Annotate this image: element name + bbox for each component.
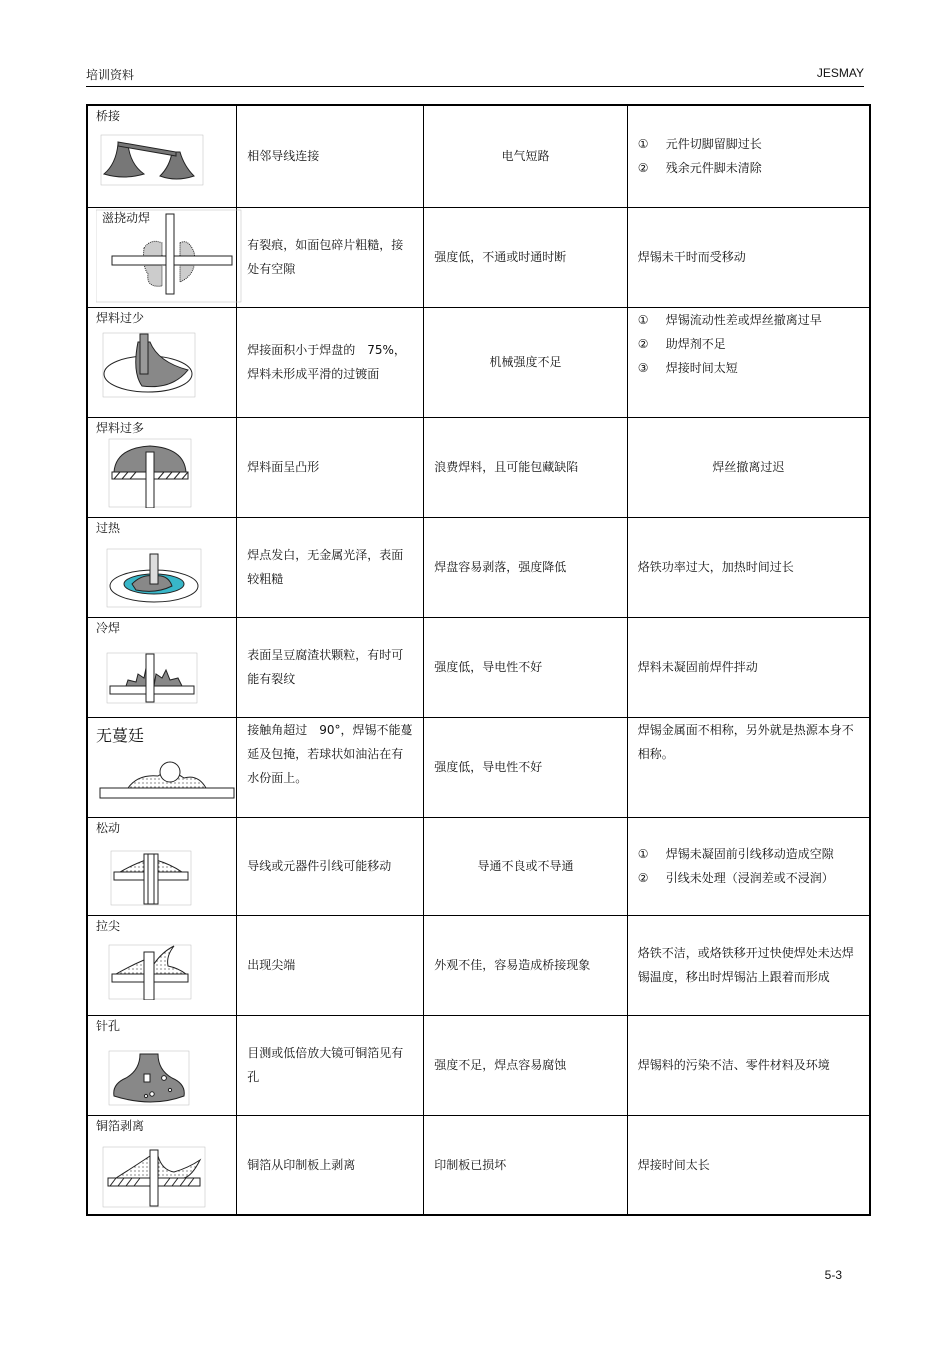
cause-cell: 焊料未凝固前焊件拌动: [627, 617, 870, 717]
excess-solder-icon: [108, 438, 192, 508]
cause-cell: 烙铁功率过大，加热时间过长: [627, 517, 870, 617]
defect-cell: [87, 817, 237, 915]
header-rule: [86, 86, 864, 87]
defect-name: 焊料过多: [96, 420, 145, 435]
defect-cell: [87, 105, 237, 207]
cold-joint-icon: [106, 652, 198, 704]
table-row: [87, 207, 870, 307]
defect-name: 焊料过少: [96, 310, 145, 325]
loose-lead-icon: [110, 850, 192, 906]
table-row: [87, 817, 870, 915]
cause-cell: [627, 105, 870, 207]
appearance-cell: 相邻导线连接: [237, 105, 424, 207]
bridging-icon: [100, 134, 204, 186]
appearance-cell: 接触角超过 90°，焊锡不能蔓延及包掩，若球状如油沾在有水份面上。: [237, 717, 424, 817]
cause-item: ② 助焊剂不足: [637, 336, 726, 351]
harm-cell: 焊盘容易剥落，强度降低: [424, 517, 627, 617]
harm-cell: 电气短路: [424, 105, 627, 207]
defect-table: [86, 104, 871, 1216]
table-row: [87, 105, 870, 207]
defect-cell: [87, 517, 237, 617]
cause-cell: [627, 817, 870, 915]
non-wetting-icon: [98, 758, 238, 804]
defect-cell: [87, 1115, 237, 1215]
appearance-cell: 铜箔从印制板上剥离: [237, 1115, 424, 1215]
defect-name: 针孔: [96, 1018, 121, 1033]
defect-cell: [87, 617, 237, 717]
table-row: [87, 1015, 870, 1115]
appearance-cell: 表面呈豆腐渣状颗粒，有时可能有裂纹: [237, 617, 424, 717]
defect-name: 松动: [96, 820, 121, 835]
table-row: [87, 307, 870, 417]
cause-cell: 焊锡料的污染不洁、零件材料及环境: [627, 1015, 870, 1115]
harm-cell: 强度不足，焊点容易腐蚀: [424, 1015, 627, 1115]
defect-name: 无蔓廷: [96, 725, 145, 745]
harm-cell: 外观不佳，容易造成桥接现象: [424, 915, 627, 1015]
icicle-icon: [108, 944, 192, 1000]
pinhole-icon: [108, 1050, 190, 1106]
table-row: [87, 915, 870, 1015]
appearance-cell: 目测或低倍放大镜可铜箔见有孔: [237, 1015, 424, 1115]
harm-cell: 印制板已损坏: [424, 1115, 627, 1215]
defect-name: 冷焊: [96, 620, 121, 635]
table-row: [87, 717, 870, 817]
cause-item: ② 引线未处理（浸润差或不浸润）: [637, 871, 834, 885]
harm-cell: 强度低，导电性不好: [424, 717, 627, 817]
harm-cell: 强度低，不通或时通时断: [424, 207, 627, 307]
defect-cell: [87, 717, 237, 817]
cause-item: ① 元件切脚留脚过长: [637, 137, 762, 152]
appearance-cell: 出现尖端: [237, 915, 424, 1015]
insufficient-solder-icon: [102, 332, 196, 398]
cause-cell: [627, 307, 870, 417]
table-row: [87, 617, 870, 717]
page-number: 5-3: [824, 1268, 842, 1282]
header-right: JESMAY: [816, 66, 864, 80]
defect-name: 桥接: [96, 109, 121, 123]
appearance-cell: 焊接面积小于焊盘的 75%，焊料未形成平滑的过镀面: [237, 307, 424, 417]
cause-item: ② 残余元件脚未清除: [637, 161, 762, 176]
harm-cell: 导通不良或不导通: [424, 817, 627, 915]
table-row: [87, 417, 870, 517]
cause-cell: 焊锡金属面不相称，另外就是热源本身不相称。: [627, 717, 870, 817]
overheat-icon: [106, 548, 202, 608]
header-left: 培训资料: [86, 68, 135, 82]
defect-cell: [87, 417, 237, 517]
harm-cell: 机械强度不足: [424, 307, 627, 417]
appearance-cell: 有裂痕，如面包碎片粗糙，接处有空隙: [237, 207, 424, 307]
defect-name: 拉尖: [96, 918, 121, 933]
defect-name: 铜箔剥离: [96, 1118, 145, 1133]
cause-cell: 焊锡未干时而受移动: [627, 207, 870, 307]
defect-cell: [87, 915, 237, 1015]
copper-lift-icon: [102, 1146, 206, 1208]
defect-name: 滋挠动焊: [102, 210, 151, 225]
harm-cell: 强度低，导电性不好: [424, 617, 627, 717]
table-row: [87, 517, 870, 617]
cause-cell: 焊丝撤离过迟: [627, 417, 870, 517]
cause-cell: 烙铁不洁，或烙铁移开过快使焊处未达焊锡温度，移出时焊锡沾上跟着而形成: [627, 915, 870, 1015]
table-row: [87, 1115, 870, 1215]
cause-item: ① 焊锡流动性差或焊丝撤离过早: [637, 312, 822, 327]
appearance-cell: 焊点发白，无金属光泽，表面较粗糙: [237, 517, 424, 617]
harm-cell: 浪费焊料，且可能包藏缺陷: [424, 417, 627, 517]
defect-cell: [87, 307, 237, 417]
cause-item: ① 焊锡未凝固前引线移动造成空隙: [637, 847, 834, 861]
appearance-cell: 导线或元器件引线可能移动: [237, 817, 424, 915]
defect-cell: [87, 207, 237, 307]
cause-cell: 焊接时间太长: [627, 1115, 870, 1215]
appearance-cell: 焊料面呈凸形: [237, 417, 424, 517]
defect-cell: [87, 1015, 237, 1115]
defect-name: 过热: [96, 520, 121, 535]
cause-item: ③ 焊接时间太短: [637, 360, 738, 375]
